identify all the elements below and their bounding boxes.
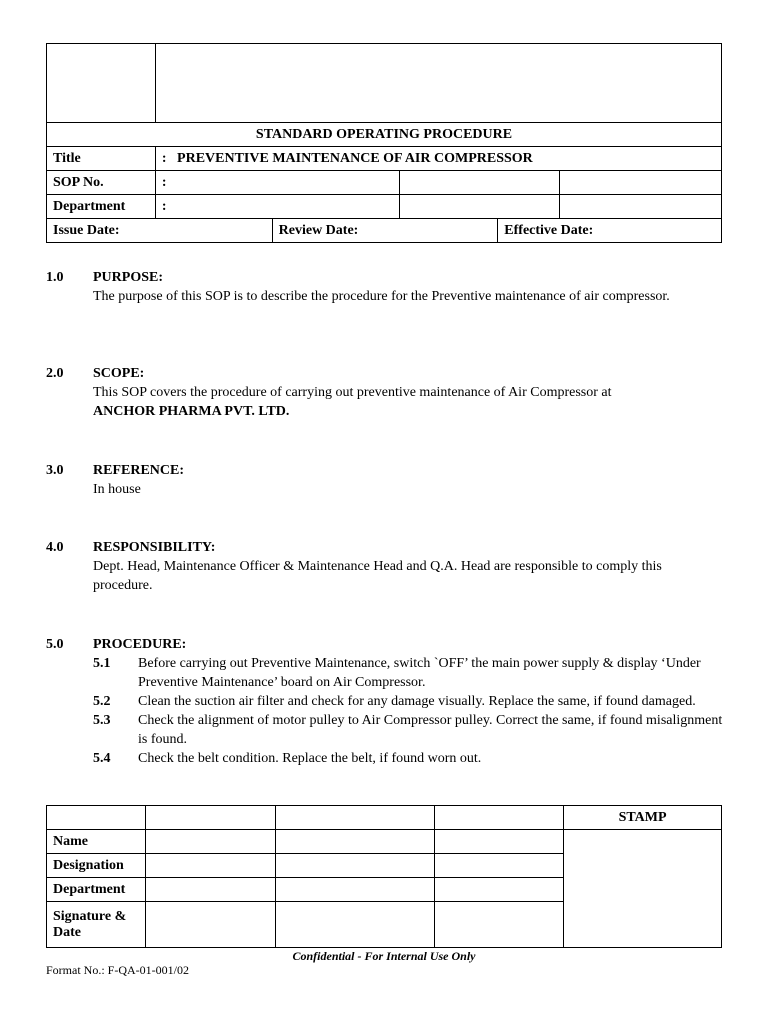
section-heading: REFERENCE: [93,463,185,478]
sig-cell[interactable] [145,830,275,854]
signature-table [46,805,722,948]
sop-no-label: SOP No. [47,171,156,195]
doc-type-heading: STANDARD OPERATING PROCEDURE [47,123,722,147]
stamp-area [564,830,722,948]
department-extra-cell [560,195,722,219]
section-heading: SCOPE: [93,366,145,381]
sig-cell[interactable] [275,902,435,948]
confidential-footer: Confidential - For Internal Use Only [292,949,476,963]
sop-no-extra-cell [400,171,560,195]
section-heading: PURPOSE: [93,270,163,285]
sig-cell[interactable] [435,830,564,854]
procedure-step [93,749,723,768]
title-label: Title [47,147,156,171]
step-text: Check the belt condition. Replace the belt, if found worn out. [138,751,482,766]
title-value: : PREVENTIVE MAINTENANCE OF AIR COMPRESSOR [155,147,721,171]
step-number: 5.4 [93,751,111,766]
sig-header-cell [435,806,564,830]
sig-header-cell [47,806,146,830]
procedure-step [93,692,723,711]
department-extra-cell [400,195,560,219]
format-number: Format No.: F-QA-01-001/02 [46,963,189,977]
effective-date-label: Effective Date: [498,219,722,243]
sig-cell[interactable] [145,854,275,878]
reference-text: In house [93,482,141,497]
purpose-text: The purpose of this SOP is to describe the procedure for the Preventive maintenance of air compressor. [93,289,670,304]
sop-no-extra-cell [560,171,722,195]
department-label: Department [47,195,156,219]
section-number: 4.0 [46,540,64,555]
procedure-step [93,654,723,692]
company-name: ANCHOR PHARMA PVT. LTD. [93,404,290,419]
section-number: 1.0 [46,270,64,285]
sig-cell[interactable] [435,878,564,902]
sig-cell[interactable] [275,830,435,854]
sig-cell[interactable] [435,854,564,878]
sig-cell[interactable] [275,878,435,902]
issue-date-label: Issue Date: [47,219,273,243]
row-label-designation: Designation [47,854,146,878]
scope-body [93,383,723,421]
company-header-cell [155,44,721,123]
sig-cell[interactable] [145,878,275,902]
step-number: 5.3 [93,713,111,728]
department-value: : [155,195,400,219]
section-number: 5.0 [46,637,64,652]
step-text: Before carrying out Preventive Maintenance, switch `OFF’ the main power supply & display ‘Under Preventive Maintenance’ board on Air Compressor. [138,656,701,690]
procedure-steps [93,654,723,768]
sop-no-value: : [155,171,400,195]
sig-header-cell [275,806,435,830]
row-label-name: Name [47,830,146,854]
step-number: 5.1 [93,656,111,671]
sop-header-table [46,43,722,243]
sig-cell[interactable] [275,854,435,878]
section-heading: PROCEDURE: [93,637,187,652]
procedure-step [93,711,723,749]
sig-header-cell [145,806,275,830]
step-text: Check the alignment of motor pulley to Air Compressor pulley. Correct the same, if found misalignment is found. [138,713,723,747]
section-heading: RESPONSIBILITY: [93,540,216,555]
responsibility-text: Dept. Head, Maintenance Officer & Maintenance Head and Q.A. Head are responsible to comply this procedure. [93,559,662,593]
row-label-department: Department [47,878,146,902]
section-number: 3.0 [46,463,64,478]
review-date-label: Review Date: [272,219,498,243]
sig-cell[interactable] [145,902,275,948]
sig-cell[interactable] [435,902,564,948]
scope-text: This SOP covers the procedure of carrying out preventive maintenance of Air Compressor at [93,385,612,400]
stamp-label: STAMP [564,806,722,830]
section-number: 2.0 [46,366,64,381]
step-text: Clean the suction air filter and check for any damage visually. Replace the same, if found damaged. [138,694,696,709]
step-number: 5.2 [93,694,111,709]
row-label-signature-date: Signature & Date [47,902,146,948]
logo-cell [47,44,156,123]
